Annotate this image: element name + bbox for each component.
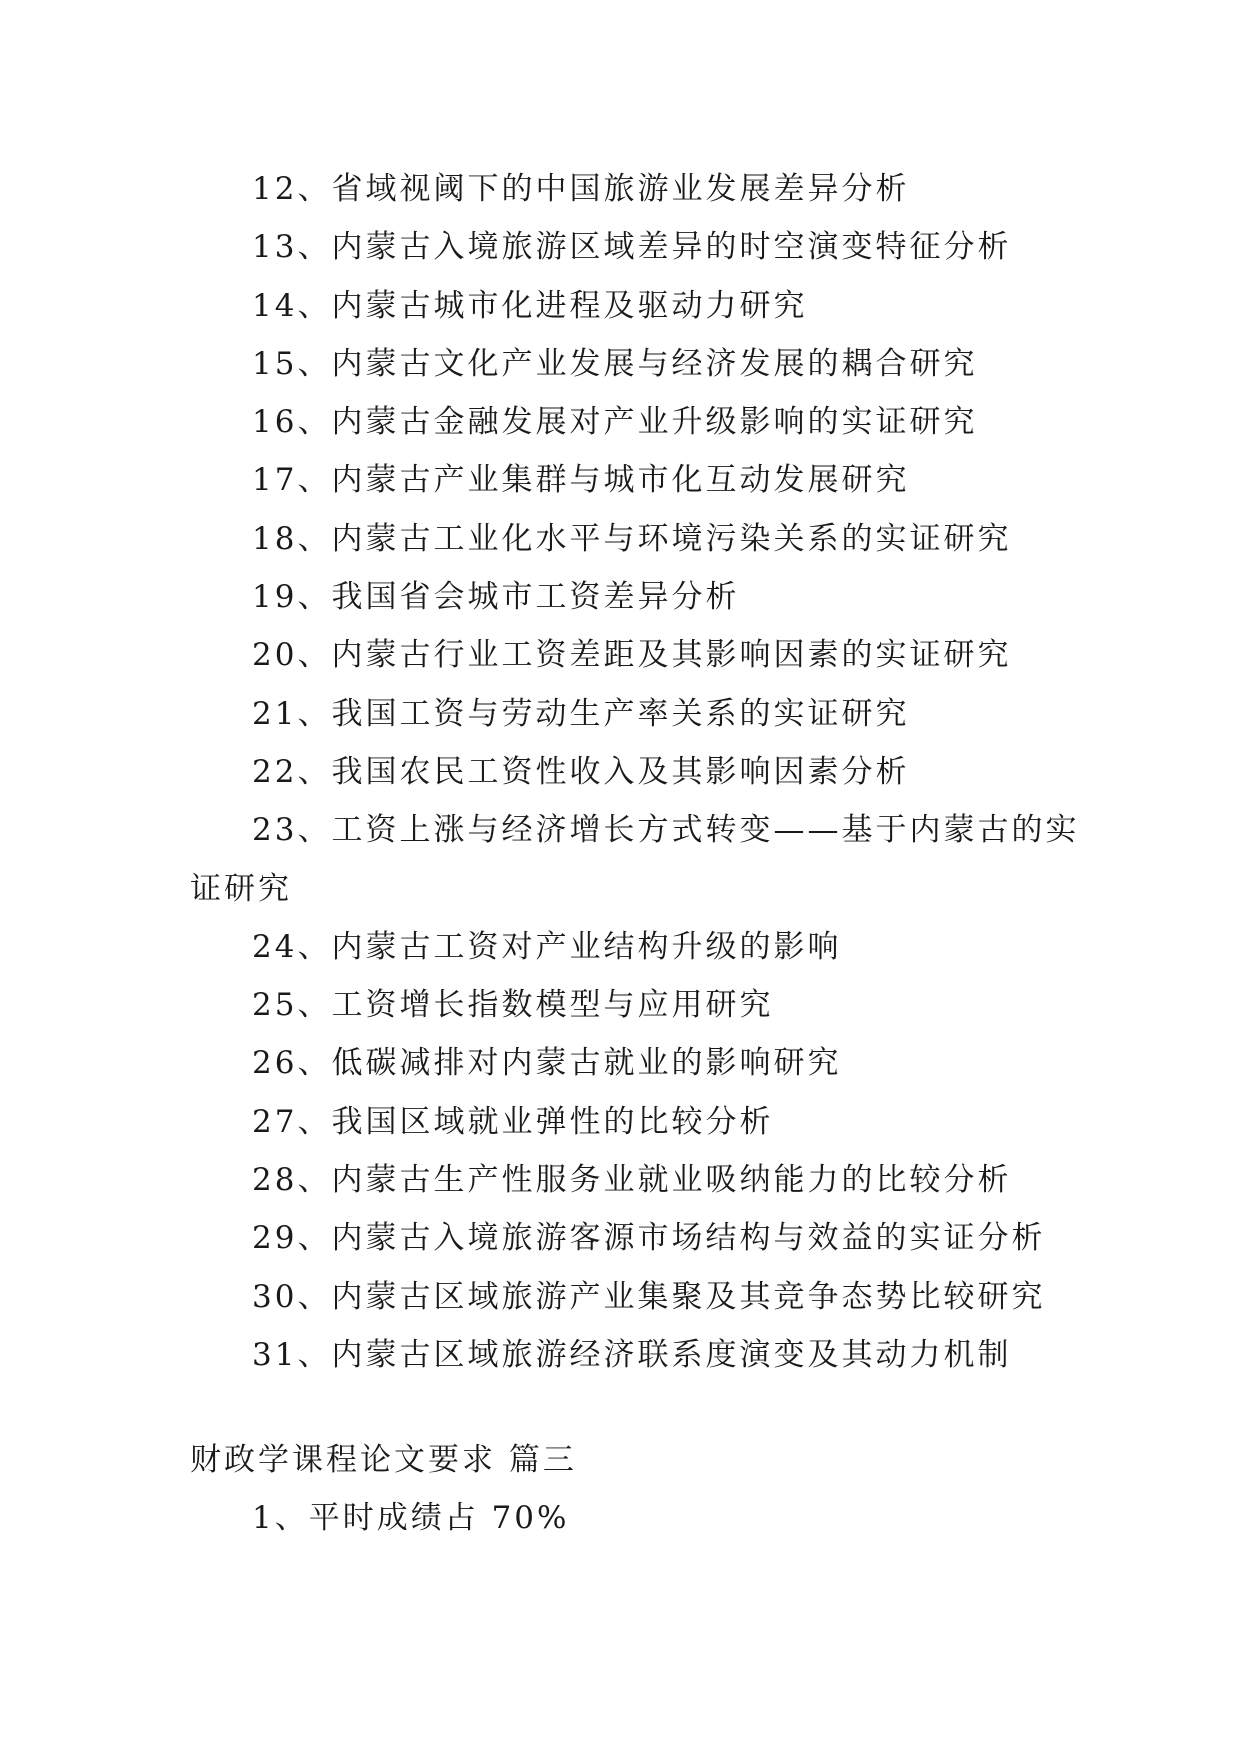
topic-item-29: 29、内蒙古入境旅游客源市场结构与效益的实证分析 <box>252 1220 1046 1257</box>
topic-item-18: 18、内蒙古工业化水平与环境污染关系的实证研究 <box>252 520 1012 557</box>
section-heading: 财政学课程论文要求 篇三 <box>190 1442 577 1478</box>
topic-item-31: 31、内蒙古区域旅游经济联系度演变及其动力机制 <box>252 1336 1012 1373</box>
topic-item-13: 13、内蒙古入境旅游区域差异的时空演变特征分析 <box>252 229 1012 266</box>
topic-item-17: 17、内蒙古产业集群与城市化互动发展研究 <box>252 462 910 499</box>
topic-item-23: 23、工资上涨与经济增长方式转变——基于内蒙古的实 <box>252 812 1080 849</box>
topic-item-27: 27、我国区域就业弹性的比较分析 <box>252 1103 774 1140</box>
topic-list <box>190 160 1080 1384</box>
topic-item-16: 16、内蒙古金融发展对产业升级影响的实证研究 <box>252 404 978 441</box>
topic-item-21: 21、我国工资与劳动生产率关系的实证研究 <box>252 695 910 732</box>
topic-item-19: 19、我国省会城市工资差异分析 <box>252 579 740 616</box>
topic-item-22: 22、我国农民工资性收入及其影响因素分析 <box>252 753 910 790</box>
requirement-list <box>190 1489 1070 1547</box>
topic-item-20: 20、内蒙古行业工资差距及其影响因素的实证研究 <box>252 637 1012 674</box>
topic-item-26: 26、低碳减排对内蒙古就业的影响研究 <box>252 1045 842 1082</box>
requirement-item-1: 1、平时成绩占 70% <box>252 1500 570 1536</box>
topic-item-25: 25、工资增长指数模型与应用研究 <box>252 987 774 1024</box>
topic-item-15: 15、内蒙古文化产业发展与经济发展的耦合研究 <box>252 345 978 382</box>
topic-item-14: 14、内蒙古城市化进程及驱动力研究 <box>252 287 808 324</box>
topic-item-30: 30、内蒙古区域旅游产业集聚及其竞争态势比较研究 <box>252 1278 1046 1315</box>
topic-item-12: 12、省域视阈下的中国旅游业发展差异分析 <box>252 171 910 207</box>
topic-item-23-continuation: 证研究 <box>190 870 292 907</box>
topic-item-24: 24、内蒙古工资对产业结构升级的影响 <box>252 928 842 965</box>
topic-item-28: 28、内蒙古生产性服务业就业吸纳能力的比较分析 <box>252 1162 1012 1199</box>
